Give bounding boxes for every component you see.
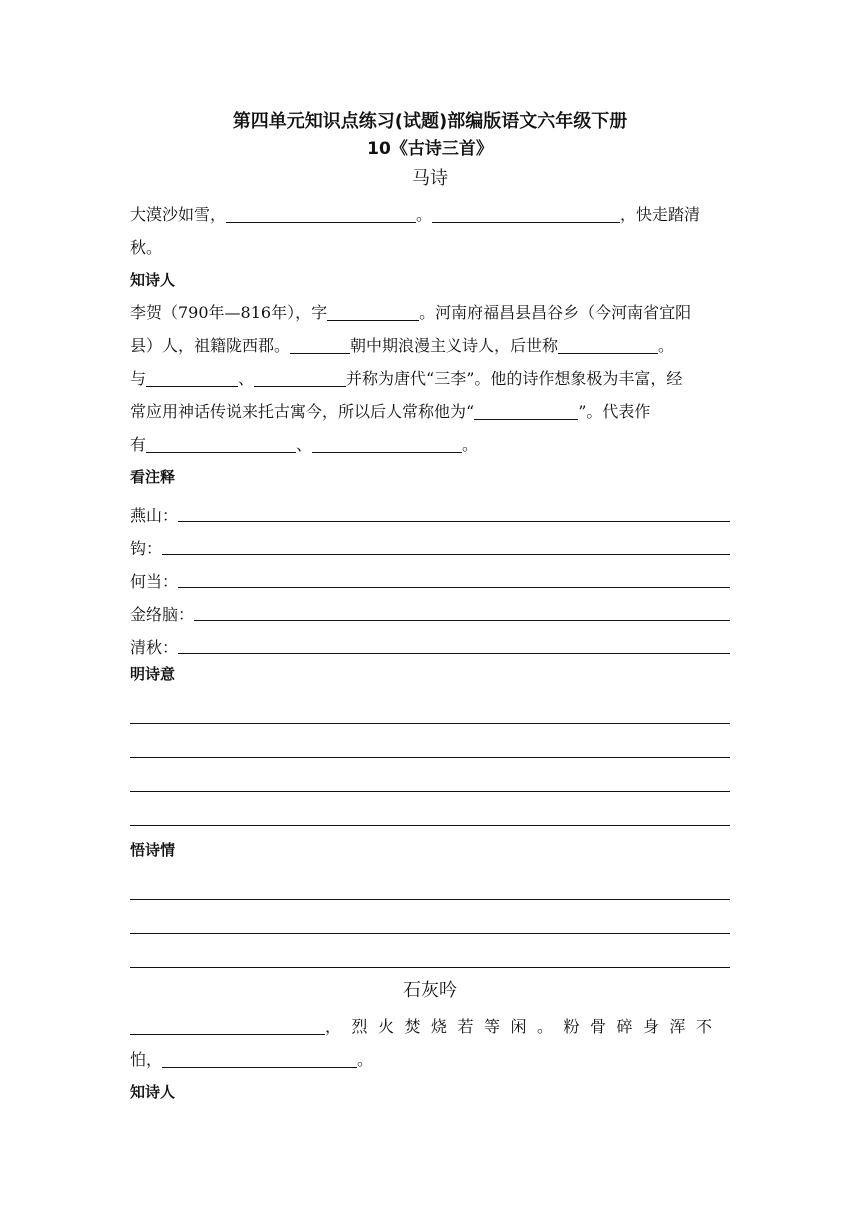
answer-line[interactable] <box>178 633 730 654</box>
fill-blank[interactable] <box>474 401 578 420</box>
poet-text: 并称为唐代“三李”。他的诗作想象极为丰富，经 <box>346 369 683 388</box>
answer-line[interactable] <box>130 724 730 758</box>
poem1-recitation <box>130 198 730 264</box>
answer-line[interactable] <box>130 934 730 968</box>
feeling-heading: 悟诗情 <box>130 841 176 859</box>
poem2-text: 怕， <box>130 1050 163 1069</box>
answer-line[interactable] <box>130 900 730 934</box>
poet-text: 。河南府福昌县昌谷乡（今河南省宜阳 <box>419 303 692 322</box>
fill-blank[interactable] <box>254 368 346 387</box>
poet-intro <box>130 296 730 461</box>
poem2-text: 。 <box>357 1050 374 1069</box>
poet-text: 县）人，祖籍陇西郡。 <box>130 336 291 355</box>
poet-text: 常应用神话传说来托古寓今，所以后人常称他为“ <box>130 402 475 421</box>
note-label: 钩： <box>130 539 163 558</box>
poet-text: 与 <box>130 369 147 388</box>
poet-text: 有 <box>130 435 147 454</box>
fill-blank[interactable] <box>558 335 658 354</box>
poet-text: 朝中期浪漫主义诗人，后世称 <box>350 336 559 355</box>
fill-blank[interactable] <box>290 335 350 354</box>
poem1-text: ，快走踏清 <box>620 205 701 224</box>
fill-blank[interactable] <box>432 204 620 223</box>
note-row-yanshan <box>130 493 730 526</box>
answer-line[interactable] <box>130 792 730 826</box>
worksheet-content <box>130 108 730 1108</box>
answer-line[interactable] <box>178 567 730 588</box>
poet-text: 李贺（790年—816年），字 <box>130 303 328 322</box>
fill-blank[interactable] <box>146 434 296 453</box>
answer-line[interactable] <box>130 866 730 900</box>
poet-heading: 知诗人 <box>130 271 176 289</box>
poet-text: 。 <box>462 435 479 454</box>
poet-text: 。 <box>658 336 675 355</box>
answer-line[interactable] <box>130 690 730 724</box>
note-label: 金络脑： <box>130 605 195 624</box>
poem1-text: 大漠沙如雪， <box>130 205 227 224</box>
fill-blank[interactable] <box>327 302 419 321</box>
poet-text: 、 <box>238 369 255 388</box>
answer-line[interactable] <box>178 501 730 522</box>
note-row-jinluonao <box>130 592 730 625</box>
note-row-gou <box>130 526 730 559</box>
note-row-hedang <box>130 559 730 592</box>
lesson-subtitle: 10《古诗三首》 <box>367 139 493 159</box>
poet-text: ”。代表作 <box>578 402 651 421</box>
answer-line[interactable] <box>130 758 730 792</box>
answer-line[interactable] <box>194 600 730 621</box>
note-row-qingqiu <box>130 625 730 658</box>
meaning-heading: 明诗意 <box>130 665 176 683</box>
notes-heading: 看注释 <box>130 468 176 486</box>
poem1-text: 。 <box>416 205 433 224</box>
fill-blank[interactable] <box>130 1016 325 1035</box>
poem1-text: 秋。 <box>130 238 163 257</box>
poet-text: 、 <box>296 435 313 454</box>
note-label: 清秋： <box>130 638 179 657</box>
poet-heading-2: 知诗人 <box>130 1083 176 1101</box>
poem1-title: 马诗 <box>412 168 448 189</box>
fill-blank[interactable] <box>312 434 462 453</box>
document-title: 第四单元知识点练习(试题)部编版语文六年级下册 <box>232 111 628 132</box>
fill-blank[interactable] <box>162 1049 357 1068</box>
fill-blank[interactable] <box>146 368 238 387</box>
poem2-text: ，烈火焚烧若等闲。粉骨碎身浑不 <box>325 1017 723 1036</box>
note-label: 何当： <box>130 572 179 591</box>
poem2-recitation <box>130 1010 730 1076</box>
answer-line[interactable] <box>162 534 730 555</box>
poem2-title: 石灰吟 <box>403 980 457 1001</box>
note-label: 燕山： <box>130 506 179 525</box>
fill-blank[interactable] <box>226 204 416 223</box>
